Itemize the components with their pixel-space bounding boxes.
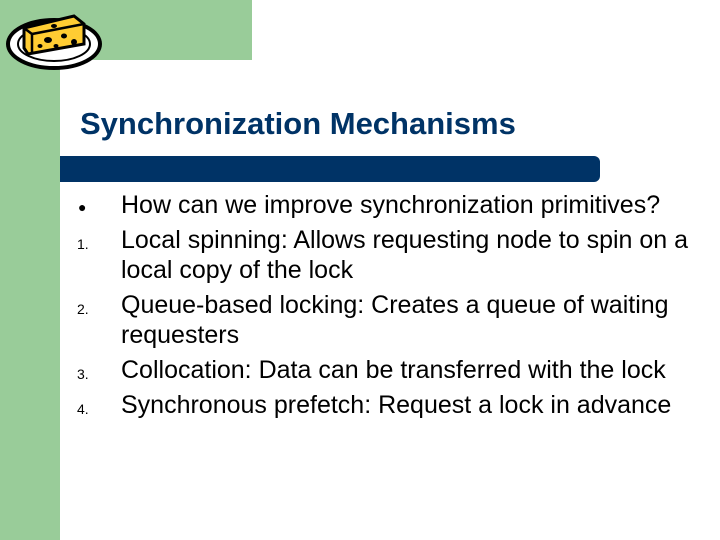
list-item-text: Queue-based locking: Creates a queue of waiting requesters bbox=[121, 291, 669, 349]
list-number: 2. bbox=[77, 301, 89, 317]
list-item bbox=[76, 290, 706, 350]
bullet-list bbox=[76, 190, 706, 425]
list-item-text: Collocation: Data can be transferred with the lock bbox=[121, 356, 666, 384]
list-item bbox=[76, 190, 706, 220]
list-item-text: How can we improve synchronization primitives? bbox=[121, 191, 661, 219]
bullet-dot-icon: ● bbox=[78, 199, 87, 215]
list-item-text: Local spinning: Allows requesting node to spin on a local copy of the lock bbox=[121, 226, 689, 284]
list-number: 3. bbox=[77, 366, 89, 382]
cheese-on-plate-icon bbox=[4, 2, 102, 74]
left-accent-band bbox=[0, 0, 60, 540]
list-item bbox=[76, 225, 706, 285]
title-underline-bar bbox=[60, 156, 600, 182]
list-number: 1. bbox=[77, 236, 89, 252]
list-number: 4. bbox=[77, 401, 89, 417]
slide-title: Synchronization Mechanisms bbox=[80, 106, 516, 141]
list-item bbox=[76, 355, 706, 385]
list-item bbox=[76, 390, 706, 420]
list-item-text: Synchronous prefetch: Request a lock in advance bbox=[121, 391, 672, 419]
